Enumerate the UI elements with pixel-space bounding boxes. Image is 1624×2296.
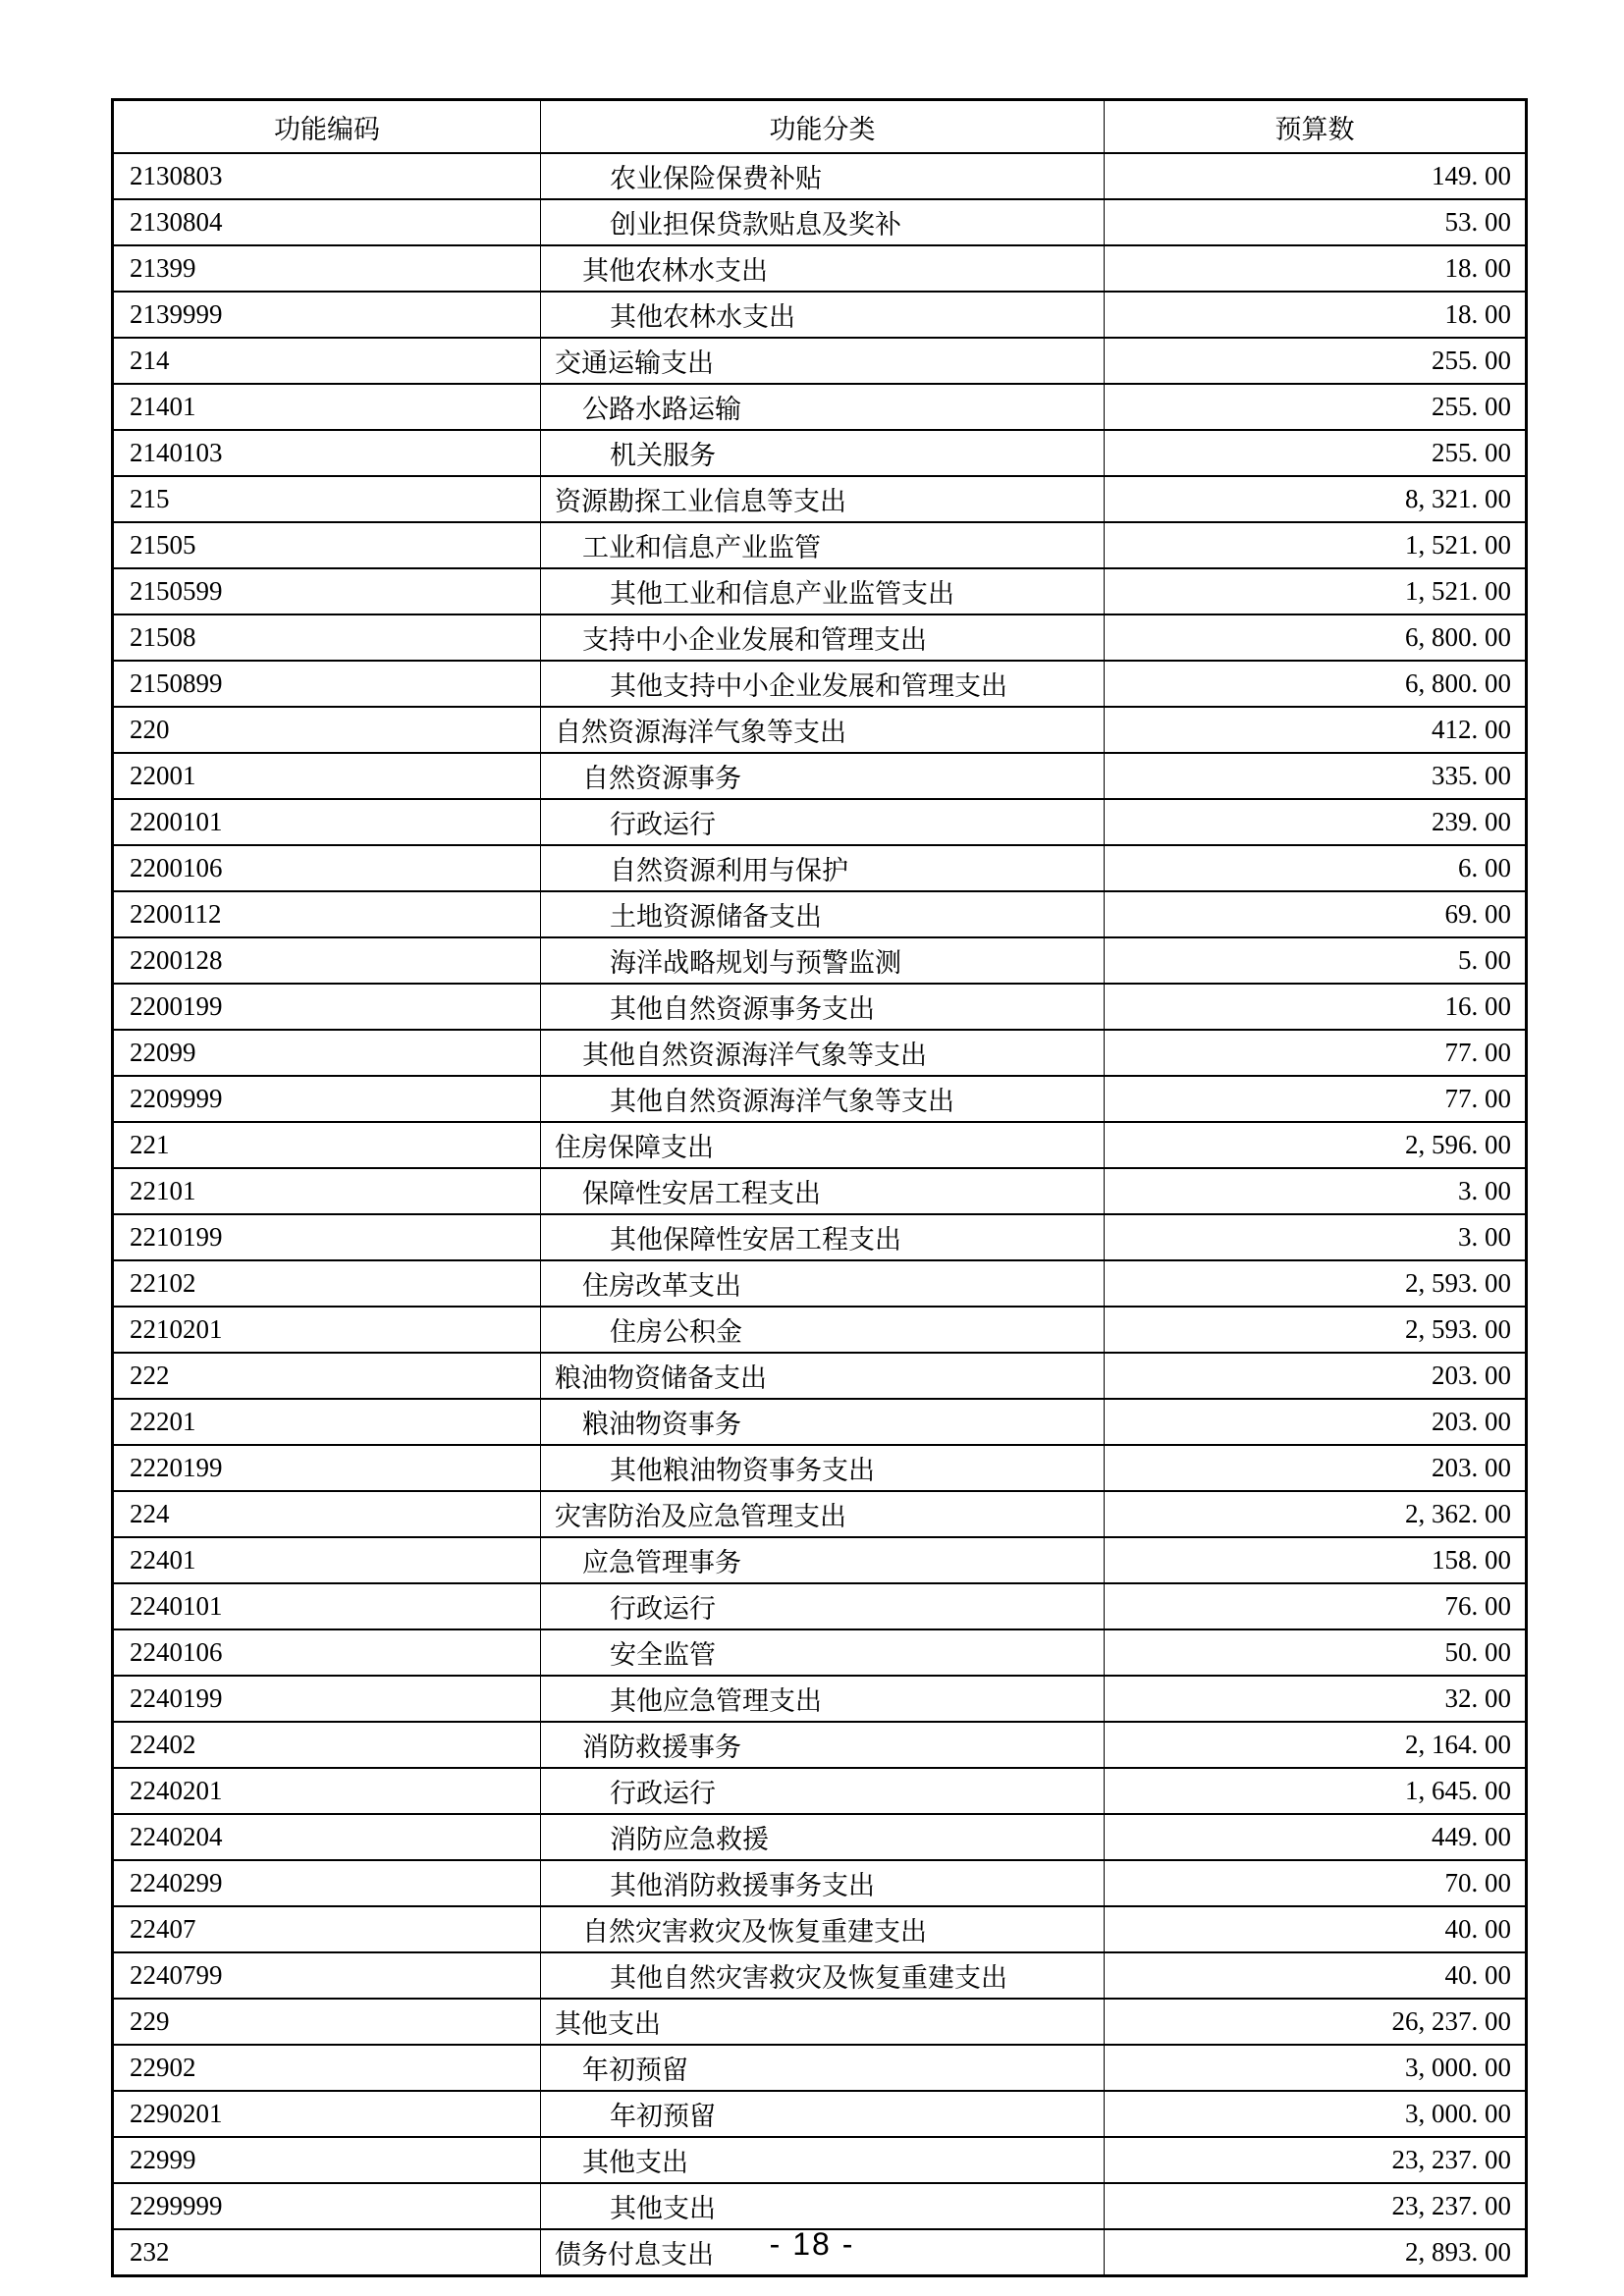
function-code-cell: 2240101	[113, 1583, 541, 1629]
budget-amount-cell: 255. 00	[1105, 430, 1527, 476]
function-code-cell: 22101	[113, 1168, 541, 1214]
budget-table	[111, 98, 1528, 2277]
function-code-cell: 22902	[113, 2045, 541, 2091]
budget-amount-cell: 255. 00	[1105, 384, 1527, 430]
table-row	[113, 1906, 1527, 1952]
budget-amount-cell: 1, 645. 00	[1105, 1768, 1527, 1814]
budget-amount-cell: 203. 00	[1105, 1353, 1527, 1399]
table-row	[113, 2091, 1527, 2137]
budget-amount-cell: 6, 800. 00	[1105, 661, 1527, 707]
function-code-cell: 2299999	[113, 2183, 541, 2229]
table-row	[113, 384, 1527, 430]
budget-amount-cell: 2, 164. 00	[1105, 1722, 1527, 1768]
table-row	[113, 2137, 1527, 2183]
table-row	[113, 292, 1527, 338]
table-row	[113, 1537, 1527, 1583]
budget-amount-cell: 449. 00	[1105, 1814, 1527, 1860]
function-code-cell: 2240799	[113, 1952, 541, 1999]
function-category-cell: 其他保障性安居工程支出	[541, 1214, 1105, 1260]
table-row	[113, 430, 1527, 476]
function-code-cell: 2200128	[113, 937, 541, 984]
function-category-cell: 机关服务	[541, 430, 1105, 476]
table-row	[113, 937, 1527, 984]
function-code-cell: 2220199	[113, 1445, 541, 1491]
function-code-cell: 2240204	[113, 1814, 541, 1860]
function-category-cell: 其他农林水支出	[541, 292, 1105, 338]
table-row	[113, 245, 1527, 292]
function-category-cell: 自然资源利用与保护	[541, 845, 1105, 891]
table-row	[113, 753, 1527, 799]
function-code-cell: 2200199	[113, 984, 541, 1030]
table-row	[113, 1999, 1527, 2045]
budget-amount-cell: 1, 521. 00	[1105, 568, 1527, 614]
header-row	[113, 100, 1527, 154]
function-code-cell: 2240199	[113, 1676, 541, 1722]
function-code-cell: 220	[113, 707, 541, 753]
table-row	[113, 1814, 1527, 1860]
function-category-cell: 其他工业和信息产业监管支出	[541, 568, 1105, 614]
function-code-cell: 21505	[113, 522, 541, 568]
table-body	[113, 153, 1527, 2276]
function-category-cell: 支持中小企业发展和管理支出	[541, 614, 1105, 661]
function-category-cell: 其他支出	[541, 1999, 1105, 2045]
table-row	[113, 707, 1527, 753]
function-category-cell: 行政运行	[541, 1583, 1105, 1629]
budget-amount-cell: 76. 00	[1105, 1583, 1527, 1629]
function-category-cell: 住房公积金	[541, 1307, 1105, 1353]
function-category-cell: 自然资源事务	[541, 753, 1105, 799]
function-category-cell: 其他支出	[541, 2137, 1105, 2183]
table-row	[113, 1122, 1527, 1168]
function-category-cell: 其他应急管理支出	[541, 1676, 1105, 1722]
budget-amount-cell: 23, 237. 00	[1105, 2183, 1527, 2229]
function-code-cell: 22102	[113, 1260, 541, 1307]
function-category-cell: 年初预留	[541, 2091, 1105, 2137]
budget-amount-cell: 2, 593. 00	[1105, 1307, 1527, 1353]
budget-amount-cell: 23, 237. 00	[1105, 2137, 1527, 2183]
header-function-code: 功能编码	[113, 100, 541, 154]
function-category-cell: 住房改革支出	[541, 1260, 1105, 1307]
function-category-cell: 灾害防治及应急管理支出	[541, 1491, 1105, 1537]
budget-amount-cell: 149. 00	[1105, 153, 1527, 199]
table-row	[113, 1860, 1527, 1906]
function-code-cell: 2130803	[113, 153, 541, 199]
budget-amount-cell: 16. 00	[1105, 984, 1527, 1030]
function-code-cell: 2150899	[113, 661, 541, 707]
budget-amount-cell: 77. 00	[1105, 1076, 1527, 1122]
table-row	[113, 1445, 1527, 1491]
function-category-cell: 自然资源海洋气象等支出	[541, 707, 1105, 753]
budget-amount-cell: 53. 00	[1105, 199, 1527, 245]
header-function-category: 功能分类	[541, 100, 1105, 154]
table-row	[113, 1629, 1527, 1676]
function-code-cell: 215	[113, 476, 541, 522]
table-row	[113, 1491, 1527, 1537]
function-category-cell: 粮油物资储备支出	[541, 1353, 1105, 1399]
function-category-cell: 消防救援事务	[541, 1722, 1105, 1768]
function-code-cell: 229	[113, 1999, 541, 2045]
budget-amount-cell: 26, 237. 00	[1105, 1999, 1527, 2045]
function-code-cell: 2200112	[113, 891, 541, 937]
function-code-cell: 21401	[113, 384, 541, 430]
budget-amount-cell: 3, 000. 00	[1105, 2045, 1527, 2091]
function-category-cell: 其他粮油物资事务支出	[541, 1445, 1105, 1491]
budget-amount-cell: 3. 00	[1105, 1168, 1527, 1214]
budget-amount-cell: 2, 593. 00	[1105, 1260, 1527, 1307]
table-row	[113, 891, 1527, 937]
function-category-cell: 其他支出	[541, 2183, 1105, 2229]
function-code-cell: 2139999	[113, 292, 541, 338]
budget-amount-cell: 40. 00	[1105, 1952, 1527, 1999]
function-code-cell: 221	[113, 1122, 541, 1168]
function-category-cell: 安全监管	[541, 1629, 1105, 1676]
function-code-cell: 22402	[113, 1722, 541, 1768]
function-category-cell: 消防应急救援	[541, 1814, 1105, 1860]
function-category-cell: 其他自然资源事务支出	[541, 984, 1105, 1030]
budget-amount-cell: 412. 00	[1105, 707, 1527, 753]
table-row	[113, 1399, 1527, 1445]
table-row	[113, 1722, 1527, 1768]
function-code-cell: 22001	[113, 753, 541, 799]
budget-amount-cell: 5. 00	[1105, 937, 1527, 984]
budget-amount-cell: 6. 00	[1105, 845, 1527, 891]
function-category-cell: 应急管理事务	[541, 1537, 1105, 1583]
budget-amount-cell: 3, 000. 00	[1105, 2091, 1527, 2137]
function-code-cell: 21399	[113, 245, 541, 292]
function-category-cell: 年初预留	[541, 2045, 1105, 2091]
table-row	[113, 1168, 1527, 1214]
function-category-cell: 其他自然灾害救灾及恢复重建支出	[541, 1952, 1105, 1999]
budget-amount-cell: 70. 00	[1105, 1860, 1527, 1906]
table-row	[113, 1768, 1527, 1814]
function-category-cell: 行政运行	[541, 1768, 1105, 1814]
function-code-cell: 2210199	[113, 1214, 541, 1260]
function-category-cell: 债务付息支出	[541, 2229, 1105, 2276]
table-row	[113, 1676, 1527, 1722]
function-category-cell: 其他自然资源海洋气象等支出	[541, 1076, 1105, 1122]
function-category-cell: 农业保险保费补贴	[541, 153, 1105, 199]
budget-amount-cell: 239. 00	[1105, 799, 1527, 845]
function-code-cell: 2240106	[113, 1629, 541, 1676]
function-code-cell: 214	[113, 338, 541, 384]
function-code-cell: 2130804	[113, 199, 541, 245]
table-row	[113, 845, 1527, 891]
budget-amount-cell: 18. 00	[1105, 245, 1527, 292]
function-code-cell: 2240299	[113, 1860, 541, 1906]
function-category-cell: 创业担保贷款贴息及奖补	[541, 199, 1105, 245]
function-category-cell: 其他农林水支出	[541, 245, 1105, 292]
table-row	[113, 568, 1527, 614]
function-category-cell: 公路水路运输	[541, 384, 1105, 430]
function-category-cell: 交通运输支出	[541, 338, 1105, 384]
table-row	[113, 1214, 1527, 1260]
table-row	[113, 799, 1527, 845]
function-category-cell: 住房保障支出	[541, 1122, 1105, 1168]
function-code-cell: 22401	[113, 1537, 541, 1583]
function-code-cell: 222	[113, 1353, 541, 1399]
function-category-cell: 其他消防救援事务支出	[541, 1860, 1105, 1906]
table-row	[113, 2183, 1527, 2229]
function-category-cell: 土地资源储备支出	[541, 891, 1105, 937]
budget-amount-cell: 32. 00	[1105, 1676, 1527, 1722]
function-category-cell: 工业和信息产业监管	[541, 522, 1105, 568]
function-code-cell: 22999	[113, 2137, 541, 2183]
function-code-cell: 2240201	[113, 1768, 541, 1814]
budget-amount-cell: 2, 893. 00	[1105, 2229, 1527, 2276]
function-code-cell: 224	[113, 1491, 541, 1537]
budget-amount-cell: 3. 00	[1105, 1214, 1527, 1260]
function-code-cell: 2200101	[113, 799, 541, 845]
table-row	[113, 199, 1527, 245]
table-row	[113, 614, 1527, 661]
table-row	[113, 1583, 1527, 1629]
function-code-cell: 22201	[113, 1399, 541, 1445]
table-row	[113, 1952, 1527, 1999]
function-category-cell: 保障性安居工程支出	[541, 1168, 1105, 1214]
table-row	[113, 1260, 1527, 1307]
budget-amount-cell: 6, 800. 00	[1105, 614, 1527, 661]
function-code-cell: 2209999	[113, 1076, 541, 1122]
table-row	[113, 1307, 1527, 1353]
budget-amount-cell: 50. 00	[1105, 1629, 1527, 1676]
function-category-cell: 自然灾害救灾及恢复重建支出	[541, 1906, 1105, 1952]
table-row	[113, 522, 1527, 568]
table-row	[113, 476, 1527, 522]
budget-amount-cell: 203. 00	[1105, 1399, 1527, 1445]
budget-amount-cell: 203. 00	[1105, 1445, 1527, 1491]
header-budget-amount: 预算数	[1105, 100, 1527, 154]
function-code-cell: 22099	[113, 1030, 541, 1076]
table-row	[113, 984, 1527, 1030]
table-row	[113, 2045, 1527, 2091]
function-code-cell: 2140103	[113, 430, 541, 476]
table-row	[113, 153, 1527, 199]
function-code-cell: 2200106	[113, 845, 541, 891]
function-category-cell: 其他支持中小企业发展和管理支出	[541, 661, 1105, 707]
budget-amount-cell: 8, 321. 00	[1105, 476, 1527, 522]
function-category-cell: 行政运行	[541, 799, 1105, 845]
budget-amount-cell: 18. 00	[1105, 292, 1527, 338]
budget-amount-cell: 255. 00	[1105, 338, 1527, 384]
budget-amount-cell: 69. 00	[1105, 891, 1527, 937]
budget-amount-cell: 77. 00	[1105, 1030, 1527, 1076]
function-category-cell: 海洋战略规划与预警监测	[541, 937, 1105, 984]
function-code-cell: 2210201	[113, 1307, 541, 1353]
function-category-cell: 其他自然资源海洋气象等支出	[541, 1030, 1105, 1076]
function-code-cell: 2290201	[113, 2091, 541, 2137]
budget-amount-cell: 1, 521. 00	[1105, 522, 1527, 568]
table-row	[113, 1353, 1527, 1399]
budget-amount-cell: 335. 00	[1105, 753, 1527, 799]
function-code-cell: 22407	[113, 1906, 541, 1952]
table-header	[113, 100, 1527, 154]
table-row	[113, 1076, 1527, 1122]
function-category-cell: 粮油物资事务	[541, 1399, 1105, 1445]
table-row	[113, 661, 1527, 707]
function-category-cell: 资源勘探工业信息等支出	[541, 476, 1105, 522]
function-code-cell: 21508	[113, 614, 541, 661]
budget-amount-cell: 2, 362. 00	[1105, 1491, 1527, 1537]
page-number: - 18 -	[769, 2226, 855, 2262]
budget-amount-cell: 40. 00	[1105, 1906, 1527, 1952]
table-row	[113, 1030, 1527, 1076]
budget-amount-cell: 2, 596. 00	[1105, 1122, 1527, 1168]
budget-amount-cell: 158. 00	[1105, 1537, 1527, 1583]
function-code-cell: 2150599	[113, 568, 541, 614]
function-code-cell: 232	[113, 2229, 541, 2276]
table-row	[113, 338, 1527, 384]
